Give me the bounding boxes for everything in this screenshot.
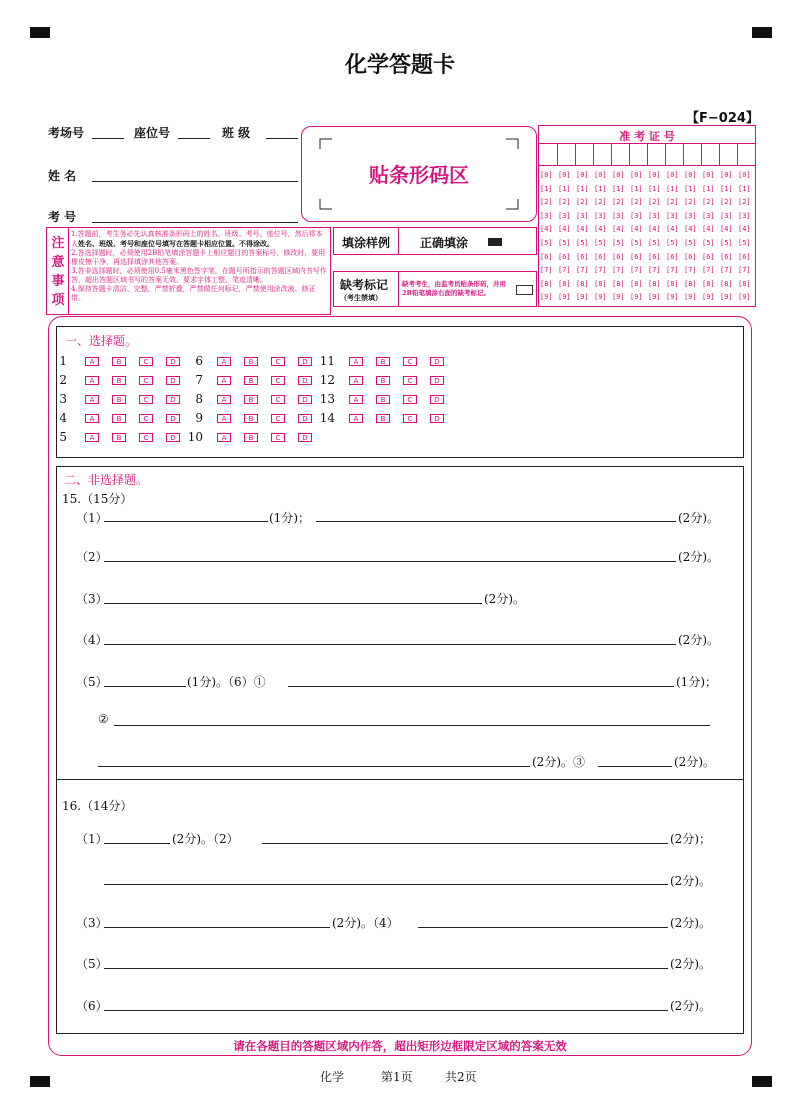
exam-digit-bubble[interactable]: [8] xyxy=(576,279,589,288)
option-bubble-d[interactable]: D xyxy=(166,395,180,404)
absent-label: 缺考标记 xyxy=(340,278,389,292)
exam-digit-bubble[interactable]: [7] xyxy=(702,266,715,275)
option-bubble-a[interactable]: A xyxy=(217,376,231,385)
q16-3-prefix: （3） xyxy=(76,916,108,930)
exam-digit-bubble[interactable]: [2] xyxy=(558,198,571,207)
q16-2-score-2: (2分)。 xyxy=(670,874,711,888)
absent-text: 缺考考生，由监考员贴条形码，并用2B铅笔填涂右面的缺考标记。 xyxy=(402,280,506,297)
exam-digit-bubble[interactable]: [0] xyxy=(720,171,733,179)
option-bubble-c[interactable]: C xyxy=(271,395,285,404)
exam-digit-bubble[interactable]: [3] xyxy=(540,211,553,220)
q15-2-score: (2分)。 xyxy=(678,550,719,564)
option-bubble-d[interactable]: D xyxy=(298,395,312,404)
question-number: 8 xyxy=(195,392,203,406)
option-bubble-a[interactable]: A xyxy=(349,414,363,423)
exam-digit-bubble[interactable]: [2] xyxy=(630,198,643,207)
exam-digit-bubble[interactable]: [0] xyxy=(684,171,697,179)
option-bubble-c[interactable]: C xyxy=(139,376,153,385)
exam-digit-bubble[interactable]: [1] xyxy=(612,184,625,193)
nonchoice-title: 二、非选择题。 xyxy=(64,473,149,487)
q16-3-score: (2分)。（4） xyxy=(332,916,399,930)
form-code: 【F−024】 xyxy=(686,111,759,126)
exam-digit-bubble[interactable]: [9] xyxy=(558,293,571,302)
q16-6-score: (2分)。 xyxy=(670,999,711,1013)
exam-digit-bubble[interactable]: [1] xyxy=(630,184,643,193)
registration-mark xyxy=(30,1076,50,1087)
q16-5-prefix: （5） xyxy=(76,957,108,971)
note-3: 3.答非选择题时，必须使用0.5毫米黑色签字笔，在题号所指示的答题区域内书写作答，超出答题区域书写的答案无效。要求字体工整、笔迹清晰。 xyxy=(71,267,327,284)
option-bubble-a[interactable]: A xyxy=(217,433,231,442)
option-bubble-a[interactable]: A xyxy=(349,395,363,404)
q15-1b-score: (2分)。 xyxy=(678,511,719,525)
footer-total: 共2页 xyxy=(445,1070,477,1084)
grid-column-divider xyxy=(575,144,576,165)
fill-sample-box xyxy=(333,227,537,255)
choice-title: 一、选择题。 xyxy=(65,334,138,348)
q15-6b-blank[interactable] xyxy=(114,725,710,726)
exam-digit-bubble[interactable]: [2] xyxy=(738,198,751,207)
grid-column-divider xyxy=(665,144,666,165)
exam-digit-bubble[interactable]: [5] xyxy=(630,239,643,247)
fill-sample-label: 填涂样例 xyxy=(342,236,391,250)
exam-digit-bubble[interactable]: [8] xyxy=(702,279,715,288)
kaochang-field[interactable] xyxy=(92,138,124,139)
option-bubble-b[interactable]: B xyxy=(244,414,258,423)
q15-title: 15.（15分） xyxy=(62,492,133,506)
q15-5-blank[interactable] xyxy=(104,686,186,687)
exam-digit-bubble[interactable]: [3] xyxy=(558,211,571,220)
option-bubble-c[interactable]: C xyxy=(139,433,153,442)
exam-digit-bubble[interactable]: [1] xyxy=(720,184,733,193)
option-bubble-d[interactable]: D xyxy=(430,357,444,366)
exam-digit-bubble[interactable]: [7] xyxy=(684,266,697,275)
exam-digit-bubble[interactable]: [1] xyxy=(540,184,553,193)
q15-4-blank[interactable] xyxy=(104,644,676,645)
option-bubble-b[interactable]: B xyxy=(376,357,390,366)
question-number: 1 xyxy=(59,354,67,368)
q16-4-score: (2分)。 xyxy=(670,916,711,930)
q15-6a-blank[interactable] xyxy=(288,686,674,687)
exam-digit-bubble[interactable]: [3] xyxy=(648,211,661,220)
exam-digit-bubble[interactable]: [6] xyxy=(594,252,607,261)
option-bubble-b[interactable]: B xyxy=(112,433,126,442)
kaochang-label: 考场号 xyxy=(48,126,85,140)
exam-digit-bubble[interactable]: [0] xyxy=(666,171,679,179)
option-bubble-a[interactable]: A xyxy=(85,376,99,385)
option-bubble-a[interactable]: A xyxy=(217,414,231,423)
exam-digit-bubble[interactable]: [0] xyxy=(612,171,625,179)
exam-digit-bubble[interactable]: [2] xyxy=(702,198,715,207)
exam-digit-bubble[interactable]: [9] xyxy=(666,293,679,302)
notes-box xyxy=(46,227,331,315)
option-bubble-b[interactable]: B xyxy=(112,395,126,404)
grid-column-divider xyxy=(593,144,594,165)
exam-digit-bubble[interactable]: [1] xyxy=(684,184,697,193)
exam-digit-bubble[interactable]: [4] xyxy=(666,225,679,234)
q16-5-score: (2分)。 xyxy=(670,957,711,971)
q15-1b-blank[interactable] xyxy=(316,521,676,522)
exam-digit-bubble[interactable]: [1] xyxy=(648,184,661,193)
q16-2-score: (2分)； xyxy=(670,832,711,846)
q15-2-prefix: （2） xyxy=(76,550,108,564)
option-bubble-b[interactable]: B xyxy=(112,414,126,423)
grid-column-divider xyxy=(557,144,558,165)
exam-digit-bubble[interactable]: [9] xyxy=(684,293,697,302)
exam-number-grid xyxy=(538,125,756,307)
option-bubble-d[interactable]: D xyxy=(430,395,444,404)
exam-digit-bubble[interactable]: [7] xyxy=(648,266,661,275)
exam-digit-bubble[interactable]: [1] xyxy=(576,184,589,193)
option-bubble-c[interactable]: C xyxy=(271,433,285,442)
note-1b: 姓名、班级、考号和座位号填写在答题卡相应位置。不得涂改。 xyxy=(78,239,274,248)
question-number: 14 xyxy=(319,411,335,425)
exam-digit-bubble[interactable]: [9] xyxy=(738,293,751,302)
kaohao-label: 考 号 xyxy=(48,210,77,224)
exam-digit-bubble[interactable]: [2] xyxy=(666,198,679,207)
exam-digit-bubble[interactable]: [6] xyxy=(630,252,643,261)
exam-digit-bubble[interactable]: [8] xyxy=(630,279,643,288)
option-bubble-c[interactable]: C xyxy=(139,414,153,423)
absent-bubble[interactable] xyxy=(516,285,533,295)
q16-1-blank[interactable] xyxy=(104,843,170,844)
ban-label: 班 级 xyxy=(222,126,251,140)
exam-digit-bubble[interactable]: [4] xyxy=(648,225,661,234)
option-bubble-c[interactable]: C xyxy=(403,395,417,404)
q15-3-score: (2分)。 xyxy=(484,592,525,606)
exam-digit-bubble[interactable]: [5] xyxy=(648,239,661,247)
absent-sub: （考生禁填） xyxy=(340,293,382,302)
exam-digit-bubble[interactable]: [4] xyxy=(612,225,625,234)
option-bubble-c[interactable]: C xyxy=(271,357,285,366)
note-2: 2.答选择题时，必须使用2B铅笔填涂答题卡上相应题目的答案标号，修改时，要用橡皮擦干净，再选择填涂其他答案。 xyxy=(71,249,326,266)
exam-digit-bubble[interactable]: [0] xyxy=(558,171,571,179)
exam-digit-bubble[interactable]: [0] xyxy=(576,171,589,179)
exam-digit-bubble[interactable]: [4] xyxy=(576,225,589,234)
exam-digit-bubble[interactable]: [6] xyxy=(666,252,679,261)
option-bubble-b[interactable]: B xyxy=(376,376,390,385)
option-bubble-b[interactable]: B xyxy=(376,414,390,423)
warning-text: 请在各题目的答题区域内作答，超出矩形边框限定区域的答案无效 xyxy=(233,1039,567,1053)
exam-digit-bubble[interactable]: [7] xyxy=(576,266,589,275)
question-number: 12 xyxy=(319,373,335,387)
exam-digit-bubble[interactable]: [3] xyxy=(612,211,625,220)
q16-6-blank[interactable] xyxy=(104,1010,668,1011)
exam-digit-bubble[interactable]: [6] xyxy=(612,252,625,261)
q16-section xyxy=(56,780,744,1034)
exam-digit-bubble[interactable]: [7] xyxy=(540,266,553,275)
question-number: 2 xyxy=(59,373,67,387)
exam-digit-bubble[interactable]: [5] xyxy=(666,239,679,247)
exam-digit-bubble[interactable]: [6] xyxy=(648,252,661,261)
exam-digit-bubble[interactable]: [2] xyxy=(540,198,553,207)
barcode-area xyxy=(301,126,537,222)
exam-digit-bubble[interactable]: [8] xyxy=(612,279,625,288)
zuowei-label: 座位号 xyxy=(134,126,171,140)
exam-number-label: 准 考 证 号 xyxy=(619,130,675,143)
exam-digit-bubble[interactable]: [8] xyxy=(648,279,661,288)
barcode-label: 贴条形码区 xyxy=(369,163,469,187)
question-number: 13 xyxy=(319,392,335,406)
exam-digit-bubble[interactable]: [1] xyxy=(594,184,607,193)
exam-digit-bubble[interactable]: [3] xyxy=(720,211,733,220)
exam-digit-bubble[interactable]: [6] xyxy=(738,252,751,261)
q15-4-score: (2分)。 xyxy=(678,633,719,647)
exam-digit-bubble[interactable]: [2] xyxy=(684,198,697,207)
exam-digit-bubble[interactable]: [9] xyxy=(576,293,589,302)
absent-box xyxy=(333,271,537,307)
option-bubble-d[interactable]: D xyxy=(430,376,444,385)
exam-digit-bubble[interactable]: [9] xyxy=(540,293,553,302)
option-bubble-d[interactable]: D xyxy=(430,414,444,423)
option-bubble-b[interactable]: B xyxy=(244,433,258,442)
exam-digit-bubble[interactable]: [4] xyxy=(558,225,571,234)
kaohao-field[interactable] xyxy=(92,222,298,223)
q16-3-blank[interactable] xyxy=(104,927,330,928)
exam-digit-bubble[interactable]: [4] xyxy=(702,225,715,234)
q16-5-blank[interactable] xyxy=(104,968,668,969)
exam-digit-bubble[interactable]: [8] xyxy=(666,279,679,288)
option-bubble-c[interactable]: C xyxy=(139,395,153,404)
exam-digit-bubble[interactable]: [4] xyxy=(540,225,553,234)
exam-digit-bubble[interactable]: [3] xyxy=(702,211,715,220)
exam-digit-bubble[interactable]: [9] xyxy=(720,293,733,302)
page-title: 化学答题卡 xyxy=(344,53,455,78)
exam-digit-bubble[interactable]: [7] xyxy=(612,266,625,275)
option-bubble-a[interactable]: A xyxy=(349,357,363,366)
exam-digit-bubble[interactable]: [3] xyxy=(738,211,751,220)
option-bubble-d[interactable]: D xyxy=(298,414,312,423)
exam-digit-bubble[interactable]: [3] xyxy=(630,211,643,220)
exam-digit-bubble[interactable]: [0] xyxy=(594,171,607,179)
q15-6b-score: (2分)。③ xyxy=(532,755,585,769)
exam-digit-bubble[interactable]: [1] xyxy=(702,184,715,193)
question-number: 7 xyxy=(195,373,203,387)
choice-section xyxy=(56,326,744,458)
exam-digit-bubble[interactable]: [6] xyxy=(702,252,715,261)
question-number: 9 xyxy=(195,411,203,425)
exam-digit-bubble[interactable]: [0] xyxy=(648,171,661,179)
question-number: 6 xyxy=(195,354,203,368)
exam-digit-bubble[interactable]: [6] xyxy=(540,252,553,261)
zuowei-field[interactable] xyxy=(178,138,210,139)
exam-digit-bubble[interactable]: [7] xyxy=(666,266,679,275)
exam-digit-bubble[interactable]: [2] xyxy=(648,198,661,207)
exam-digit-bubble[interactable]: [4] xyxy=(630,225,643,234)
exam-digit-bubble[interactable]: [6] xyxy=(720,252,733,261)
divider xyxy=(398,272,399,306)
footer-subject: 化学 xyxy=(320,1070,345,1084)
note-1a: 1.答题前，考生务必先认真核准条形码上的姓名、班级、考号、座位号，然后将本人 xyxy=(71,230,323,248)
divider xyxy=(539,165,755,166)
exam-digit-bubble[interactable]: [7] xyxy=(738,266,751,275)
option-bubble-a[interactable]: A xyxy=(217,395,231,404)
grid-column-divider xyxy=(647,144,648,165)
q15-2-blank[interactable] xyxy=(104,561,676,562)
option-bubble-d[interactable]: D xyxy=(166,376,180,385)
option-bubble-c[interactable]: C xyxy=(139,357,153,366)
option-bubble-b[interactable]: B xyxy=(112,357,126,366)
filled-bubble-sample xyxy=(488,238,502,246)
exam-digit-bubble[interactable]: [0] xyxy=(702,171,715,179)
exam-digit-bubble[interactable]: [7] xyxy=(720,266,733,275)
exam-digit-bubble[interactable]: [6] xyxy=(684,252,697,261)
exam-digit-bubble[interactable]: [5] xyxy=(720,239,733,247)
exam-digit-bubble[interactable]: [8] xyxy=(720,279,733,288)
option-bubble-d[interactable]: D xyxy=(298,357,312,366)
option-bubble-a[interactable]: A xyxy=(349,376,363,385)
divider xyxy=(398,228,399,254)
name-label: 姓 名 xyxy=(48,169,77,183)
q16-6-prefix: （6） xyxy=(76,999,108,1013)
exam-digit-bubble[interactable]: [6] xyxy=(576,252,589,261)
q15-6b-blank-2[interactable] xyxy=(98,766,530,767)
q15-6b-prefix: ② xyxy=(98,712,109,726)
notes-title: 注意事项 xyxy=(51,236,65,308)
nonchoice-section xyxy=(56,466,744,780)
grid-column-divider xyxy=(719,144,720,165)
q15-5-score: (1分)。（6）① xyxy=(187,675,266,689)
exam-digit-bubble[interactable]: [8] xyxy=(684,279,697,288)
exam-digit-bubble[interactable]: [8] xyxy=(738,279,751,288)
option-bubble-c[interactable]: C xyxy=(403,357,417,366)
exam-digit-bubble[interactable]: [5] xyxy=(594,239,607,247)
q16-4-blank[interactable] xyxy=(418,927,668,928)
question-number: 10 xyxy=(187,430,203,444)
q16-1-prefix: （1） xyxy=(76,832,108,846)
q16-2-blank-2[interactable] xyxy=(104,884,668,885)
note-4: 4.保持答题卡清洁、完整，严禁折叠，严禁做任何标记，严禁使用涂改液、修正带。 xyxy=(71,285,316,302)
registration-mark xyxy=(752,1076,772,1087)
exam-digit-bubble[interactable]: [3] xyxy=(576,211,589,220)
exam-digit-bubble[interactable]: [5] xyxy=(576,239,589,247)
exam-digit-bubble[interactable]: [1] xyxy=(558,184,571,193)
q15-1-prefix: （1） xyxy=(76,511,108,525)
q15-5-prefix: （5） xyxy=(76,675,108,689)
option-bubble-c[interactable]: C xyxy=(271,376,285,385)
exam-digit-bubble[interactable]: [8] xyxy=(594,279,607,288)
exam-digit-bubble[interactable]: [5] xyxy=(612,239,625,247)
q16-2-blank[interactable] xyxy=(262,843,668,844)
question-number: 4 xyxy=(59,411,67,425)
exam-digit-bubble[interactable]: [7] xyxy=(594,266,607,275)
option-bubble-a[interactable]: A xyxy=(85,395,99,404)
option-bubble-c[interactable]: C xyxy=(271,414,285,423)
exam-digit-bubble[interactable]: [4] xyxy=(720,225,733,234)
q16-title: 16.（14分） xyxy=(62,799,133,813)
grid-column-divider xyxy=(737,144,738,165)
q15-3-prefix: （3） xyxy=(76,592,108,606)
option-bubble-b[interactable]: B xyxy=(112,376,126,385)
exam-digit-bubble[interactable]: [7] xyxy=(558,266,571,275)
option-bubble-d[interactable]: D xyxy=(166,414,180,423)
option-bubble-b[interactable]: B xyxy=(376,395,390,404)
exam-digit-bubble[interactable]: [5] xyxy=(558,239,571,247)
q16-1-score: (2分)。（2） xyxy=(172,832,239,846)
grid-column-divider xyxy=(611,144,612,165)
q15-3-blank[interactable] xyxy=(104,603,482,604)
option-bubble-d[interactable]: D xyxy=(166,433,180,442)
exam-digit-bubble[interactable]: [1] xyxy=(666,184,679,193)
option-bubble-a[interactable]: A xyxy=(85,357,99,366)
q15-4-prefix: （4） xyxy=(76,633,108,647)
exam-digit-bubble[interactable]: [5] xyxy=(702,239,715,247)
option-bubble-d[interactable]: D xyxy=(298,376,312,385)
exam-digit-bubble[interactable]: [2] xyxy=(576,198,589,207)
q15-1a-blank[interactable] xyxy=(104,521,268,522)
exam-digit-bubble[interactable]: [3] xyxy=(684,211,697,220)
question-number: 3 xyxy=(59,392,67,406)
exam-digit-bubble[interactable]: [9] xyxy=(630,293,643,302)
grid-column-divider xyxy=(683,144,684,165)
option-bubble-c[interactable]: C xyxy=(403,414,417,423)
ban-field[interactable] xyxy=(266,138,298,139)
option-bubble-d[interactable]: D xyxy=(166,357,180,366)
exam-digit-bubble[interactable]: [5] xyxy=(540,239,553,247)
exam-digit-bubble[interactable]: [0] xyxy=(738,171,751,179)
option-bubble-b[interactable]: B xyxy=(244,376,258,385)
question-number: 5 xyxy=(59,430,67,444)
registration-mark xyxy=(752,27,772,38)
option-bubble-a[interactable]: A xyxy=(217,357,231,366)
q15-6a-score: (1分)； xyxy=(676,675,717,689)
exam-digit-bubble[interactable]: [6] xyxy=(558,252,571,261)
exam-digit-bubble[interactable]: [9] xyxy=(648,293,661,302)
exam-digit-bubble[interactable]: [5] xyxy=(684,239,697,247)
q15-6c-blank[interactable] xyxy=(598,766,672,767)
option-bubble-d[interactable]: D xyxy=(298,433,312,442)
exam-digit-bubble[interactable]: [9] xyxy=(612,293,625,302)
exam-digit-bubble[interactable]: [7] xyxy=(630,266,643,275)
grid-column-divider xyxy=(629,144,630,165)
exam-digit-bubble[interactable]: [3] xyxy=(594,211,607,220)
exam-digit-bubble[interactable]: [1] xyxy=(738,184,751,193)
option-bubble-b[interactable]: B xyxy=(244,357,258,366)
q15-1a-score: (1分)； xyxy=(269,511,310,525)
exam-digit-bubble[interactable]: [3] xyxy=(666,211,679,220)
exam-digit-bubble[interactable]: [4] xyxy=(594,225,607,234)
divider xyxy=(68,228,69,314)
exam-digit-bubble[interactable]: [8] xyxy=(558,279,571,288)
exam-digit-bubble[interactable]: [4] xyxy=(684,225,697,234)
footer-page: 第1页 xyxy=(381,1070,413,1084)
exam-digit-bubble[interactable]: [8] xyxy=(540,279,553,288)
exam-digit-bubble[interactable]: [9] xyxy=(594,293,607,302)
registration-mark xyxy=(30,27,50,38)
exam-digit-bubble[interactable]: [2] xyxy=(594,198,607,207)
option-bubble-a[interactable]: A xyxy=(85,433,99,442)
exam-digit-bubble[interactable]: [0] xyxy=(630,171,643,179)
option-bubble-b[interactable]: B xyxy=(244,395,258,404)
question-number: 11 xyxy=(319,354,335,368)
grid-column-divider xyxy=(701,144,702,165)
exam-digit-bubble[interactable]: [2] xyxy=(612,198,625,207)
fill-correct-label: 正确填涂 xyxy=(420,236,469,250)
exam-digit-bubble[interactable]: [0] xyxy=(540,171,553,179)
name-field[interactable] xyxy=(92,181,298,182)
q15-6c-score: (2分)。 xyxy=(674,755,715,769)
option-bubble-a[interactable]: A xyxy=(85,414,99,423)
option-bubble-c[interactable]: C xyxy=(403,376,417,385)
exam-digit-bubble[interactable]: [9] xyxy=(702,293,715,302)
exam-digit-bubble[interactable]: [4] xyxy=(738,225,751,234)
exam-digit-bubble[interactable]: [2] xyxy=(720,198,733,207)
exam-digit-bubble[interactable]: [5] xyxy=(738,239,751,247)
